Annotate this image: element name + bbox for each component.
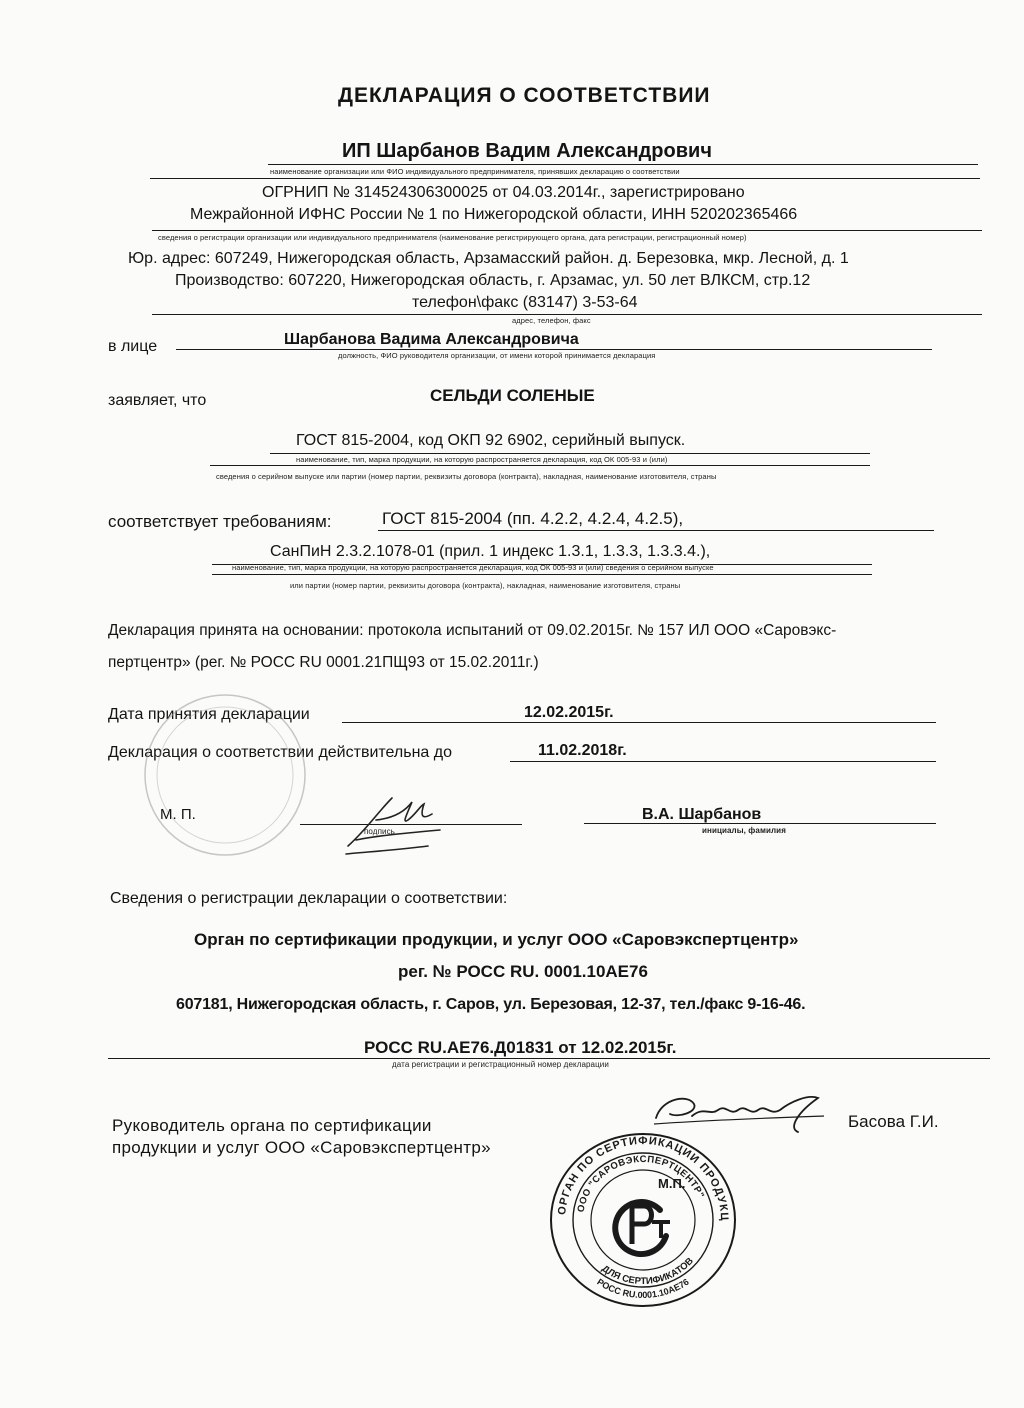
conformity-label: соответствует требованиям: [108, 512, 332, 531]
applicant-reg-line2: Межрайонной ИФНС России № 1 по Нижегородской области, ИНН 520202365466 [190, 206, 798, 223]
product-caption2: сведения о серийном выпуске или партии (номер партии, реквизиты договора (контракта), накладная, наименование изготовителя, страны [216, 472, 717, 481]
registration-caption: дата регистрации и регистрационный номер декларации [392, 1060, 609, 1069]
conformity-req1-rule [378, 530, 934, 531]
representative-name: Шарбанова Вадима Александровича [284, 331, 579, 348]
product-label: заявляет, что [108, 392, 207, 409]
valid-until-rule [510, 761, 936, 762]
representative-rule [176, 349, 932, 350]
applicant-address-rule [152, 314, 982, 315]
signatory-rule [584, 823, 936, 824]
product-details: ГОСТ 815-2004, код ОКП 92 6902, серийный выпуск. [296, 432, 686, 449]
conformity-req1: ГОСТ 815-2004 (пп. 4.2.2, 4.2.4, 4.2.5), [382, 509, 684, 528]
valid-until-value: 11.02.2018г. [538, 742, 627, 759]
registration-body-line1: Орган по сертификации продукции, и услуг ООО «Саровэкспертцентр» [194, 930, 799, 949]
basis-line2: пертцентр» (рег. № РОСС RU 0001.21ПЩ93 от 15.02.2011г.) [108, 654, 539, 671]
applicant-address-caption: адрес, телефон, факс [512, 316, 591, 325]
head-signature [648, 1088, 828, 1138]
representative-label: в лице [108, 338, 158, 355]
conformity-caption2: или партии (номер партии, реквизиты договора (контракта), накладная, наименование изготовителя, страны [290, 581, 681, 590]
accept-date-rule [342, 722, 936, 723]
head-role-line2: продукции и услуг ООО «Саровэкспертцентр» [112, 1138, 491, 1157]
accept-date-label: Дата принятия декларации [108, 706, 310, 723]
signatory-name: В.А. Шарбанов [642, 806, 762, 823]
applicant-reg-line1: ОГРНИП № 314524306300025 от 04.03.2014г., зарегистрировано [262, 184, 745, 201]
conformity-caption-rule [212, 574, 872, 575]
document-title: ДЕКЛАРАЦИЯ О СООТВЕТСТВИИ [338, 84, 711, 107]
head-name: Басова Г.И. [848, 1112, 939, 1131]
registration-body-line3: 607181, Нижегородская область, г. Саров, ул. Березовая, 12-37, тел./факс 9-16-46. [176, 996, 806, 1013]
representative-caption: должность, ФИО руководителя организации, от имени которой принимается декларация [338, 351, 656, 360]
head-role-line1: Руководитель органа по сертификации [112, 1116, 432, 1135]
applicant-address-legal: Юр. адрес: 607249, Нижегородская область, Арзамасский район. д. Березовка, мкр. Лесной, д. 1 [128, 250, 849, 267]
stamp-outer-text: ОРГАН ПО СЕРТИФИКАЦИИ ПРОДУКЦИИ И УСЛУГ [543, 1123, 731, 1222]
conformity-req2: СанПиН 2.3.2.1078-01 (прил. 1 индекс 1.3.1, 1.3.3, 1.3.3.4.), [270, 543, 711, 560]
applicant-reg-rule [152, 230, 982, 231]
accept-date-value: 12.02.2015г. [524, 704, 614, 721]
stamp-inner-text: ООО "САРОВЭКСПЕРТЦЕНТР" [575, 1153, 707, 1214]
certification-stamp [543, 1123, 738, 1308]
applicant-phone: телефон\факс (83147) 3-53-64 [412, 294, 638, 311]
applicant-mp: М. П. [160, 806, 196, 823]
registration-heading: Сведения о регистрации декларации о соответствии: [110, 890, 508, 907]
applicant-caption-rule [150, 178, 980, 179]
applicant-name-caption: наименование организации или ФИО индивидуального предпринимателя, принявших декларацию о соответствии [270, 167, 680, 176]
applicant-address-production: Производство: 607220, Нижегородская область, г. Арзамас, ул. 50 лет ВЛКСМ, стр.12 [175, 272, 811, 289]
applicant-seal [140, 690, 310, 860]
product-rule [270, 453, 870, 454]
registration-body-line2: рег. № РОСС RU. 0001.10АЕ76 [398, 962, 648, 981]
product-name: СЕЛЬДИ СОЛЕНЫЕ [430, 386, 595, 405]
applicant-reg-caption: сведения о регистрации организации или индивидуального предпринимателя (наименование регистрирующего органа, дата регистрации, регистрационный номер) [158, 233, 747, 242]
product-caption1: наименование, тип, марка продукции, на которую распространяется декларация, код ОК 005-93 и (или) [296, 455, 668, 464]
rst-logo-icon [615, 1202, 670, 1254]
stamp-reg-text: РОСС RU.0001.10АЕ76 [595, 1276, 691, 1301]
stamp-mp: М.П. [658, 1176, 686, 1191]
basis-line1: Декларация принята на основании: протокола испытаний от 09.02.2015г. № 157 ИЛ ООО «Саровэкс- [108, 622, 837, 639]
registration-number: РОСС RU.АЕ76.Д01831 от 12.02.2015г. [364, 1038, 677, 1057]
sign-caption: подпись [364, 827, 395, 836]
applicant-signature [336, 790, 456, 860]
signatory-caption: инициалы, фамилия [702, 826, 786, 835]
conformity-caption1: наименование, тип, марка продукции, на которую распространяется декларация, код ОК 005-93 и (или) сведения о серийном выпуске [232, 563, 714, 572]
product-caption-rule [210, 465, 870, 466]
applicant-name: ИП Шарбанов Вадим Александрович [342, 140, 712, 162]
stamp-bottom-text: ДЛЯ СЕРТИФИКАТОВ [599, 1255, 696, 1288]
applicant-name-rule [268, 164, 978, 165]
valid-until-label: Декларация о соответствии действительна до [108, 744, 452, 761]
registration-rule [108, 1058, 990, 1059]
